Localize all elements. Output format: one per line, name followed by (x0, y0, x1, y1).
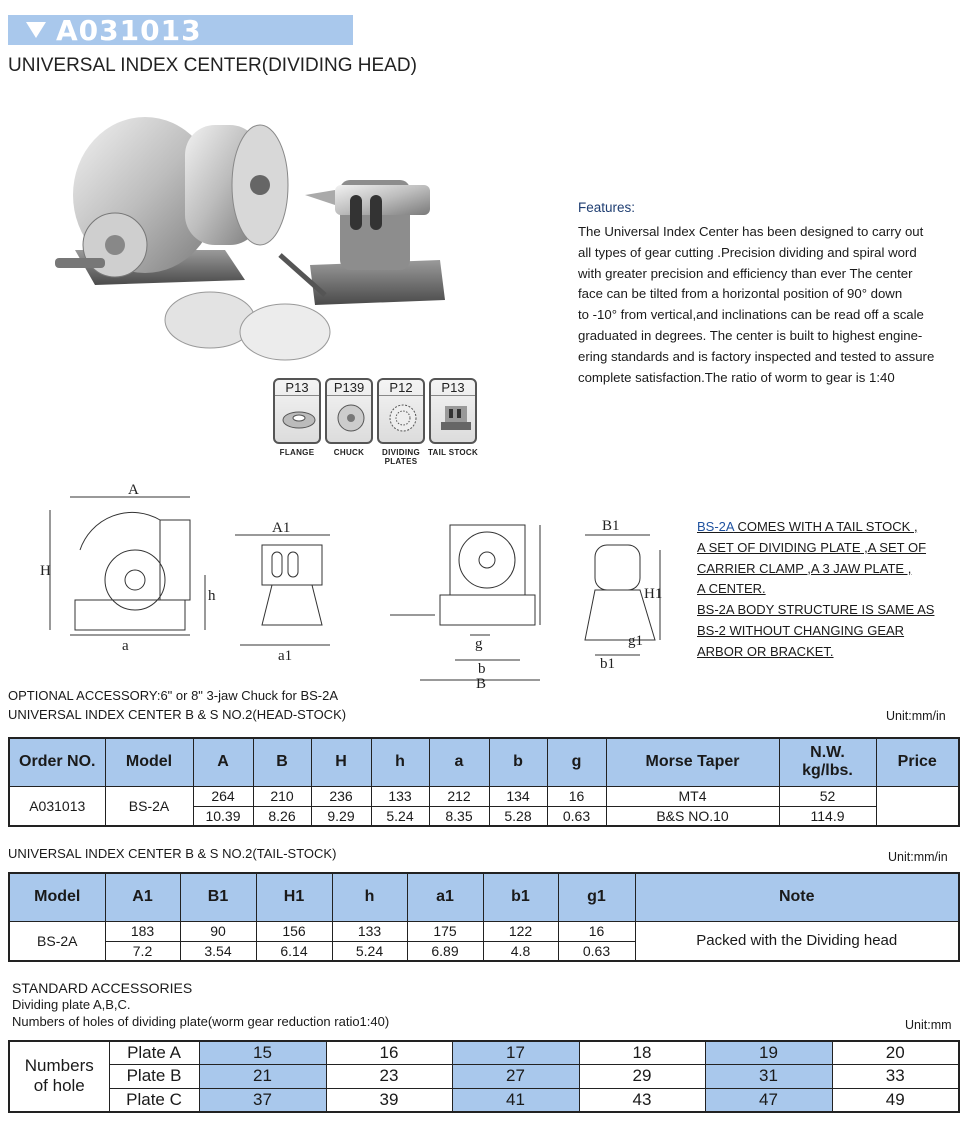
accessory-page: P13 (275, 380, 319, 396)
features-line: to -10° from vertical,and inclinations can be read off a scale (578, 307, 924, 323)
table-cell: 5.24 (371, 806, 429, 826)
col-h: h (332, 873, 407, 921)
accessory-label: FLANGE (279, 448, 315, 457)
dim-a1: a1 (278, 648, 293, 664)
plate-name: Plate A (109, 1041, 199, 1065)
table-cell: 7.2 (105, 941, 180, 961)
table-cell: 27 (452, 1065, 579, 1089)
col-H1: H1 (256, 873, 332, 921)
table-cell: 6.14 (256, 941, 332, 961)
table-cell: 29 (579, 1065, 705, 1089)
table-cell: 9.29 (311, 806, 371, 826)
table-cell: 39 (326, 1088, 452, 1112)
table-cell: 3.54 (180, 941, 256, 961)
product-title: UNIVERSAL INDEX CENTER(DIVIDING HEAD) (8, 55, 417, 76)
plate-name: Plate C (109, 1088, 199, 1112)
table-cell: 8.26 (253, 806, 311, 826)
table-cell: MT4 (606, 786, 779, 806)
tail-table-unit: Unit:mm/in (888, 850, 948, 864)
accessory-page: P139 (327, 380, 371, 396)
table-cell: 31 (705, 1065, 832, 1089)
dim-A: A (128, 482, 139, 498)
table-cell: 133 (332, 921, 407, 941)
table-cell: 16 (326, 1041, 452, 1065)
std-acc-line1: Dividing plate A,B,C. (12, 997, 131, 1012)
dividing-plate-table (8, 1040, 960, 1113)
flange-icon (281, 402, 317, 432)
table-cell: 49 (832, 1088, 959, 1112)
table-cell: 16 (558, 921, 635, 941)
table-cell: 33 (832, 1065, 959, 1089)
notes-line (697, 517, 934, 538)
table-cell: 0.63 (558, 941, 635, 961)
technical-drawing (40, 480, 680, 690)
notes-line: A CENTER. (697, 581, 766, 597)
features-line: with greater precision and efficiency than ever The center (578, 265, 913, 281)
head-stock-table (8, 737, 960, 827)
col-note: Note (635, 873, 959, 921)
tail-table-title: UNIVERSAL INDEX CENTER B & S NO.2(TAIL-STOCK) (8, 846, 337, 861)
notes-line: CARRIER CLAMP ,A 3 JAW PLATE , (697, 560, 912, 576)
notes-highlight: BS-2A (697, 519, 734, 534)
table-cell: 236 (311, 786, 371, 806)
tail-side-view (235, 520, 330, 664)
table-cell: 4.8 (483, 941, 558, 961)
notes-line: BS-2A BODY STRUCTURE IS SAME AS (697, 602, 935, 618)
plate-name: Plate B (109, 1065, 199, 1089)
col-b1: b1 (483, 873, 558, 921)
col-order-no: Order NO. (9, 738, 105, 786)
col-model: Model (9, 873, 105, 921)
price-cell (876, 786, 959, 826)
features-line: complete satisfaction.The ratio of worm to gear is 1:40 (578, 369, 895, 385)
head-table-title: UNIVERSAL INDEX CENTER B & S NO.2(HEAD-STOCK) (8, 707, 347, 722)
product-code-banner (8, 15, 353, 45)
dim-g: g (475, 636, 483, 652)
col-weight: N.W. kg/lbs. (779, 738, 876, 786)
table-cell: 16 (547, 786, 606, 806)
note-cell: Packed with the Dividing head (635, 921, 959, 961)
col-A: A (193, 738, 253, 786)
col-g1: g1 (558, 873, 635, 921)
col-b: b (489, 738, 547, 786)
notes-line: BS-2 WITHOUT CHANGING GEAR (697, 622, 905, 638)
col-g: g (547, 738, 606, 786)
head-table-unit: Unit:mm/in (886, 709, 946, 723)
dim-H: H (40, 563, 51, 579)
dim-H1: H1 (644, 586, 663, 602)
product-code: A031013 (56, 13, 202, 47)
dividing-plate-icon (385, 402, 421, 432)
table-cell: 18 (579, 1041, 705, 1065)
optional-accessory: OPTIONAL ACCESSORY:6" or 8" 3-jaw Chuck for BS-2A (8, 688, 339, 703)
table-cell: 210 (253, 786, 311, 806)
accessory-tail-stock[interactable] (427, 378, 479, 466)
accessory-label: TAIL STOCK (427, 448, 479, 457)
table-cell: B&S NO.10 (606, 806, 779, 826)
dim-B: B (476, 676, 487, 690)
table-cell: 122 (483, 921, 558, 941)
notes-line: ARBOR OR BRACKET. (697, 643, 834, 659)
table-cell: 37 (199, 1088, 326, 1112)
bs2a-notes (697, 517, 934, 663)
chuck-icon (333, 402, 369, 432)
col-model: Model (105, 738, 193, 786)
dim-b1: b1 (600, 656, 615, 672)
dim-h: h (208, 588, 216, 604)
std-acc-title: STANDARD ACCESSORIES (12, 980, 193, 996)
head-side-view (40, 482, 216, 654)
features-line: ering standards and is factory inspected and tested to assure (578, 348, 935, 364)
table-cell: 20 (832, 1041, 959, 1065)
model-cell: BS-2A (105, 786, 193, 826)
accessory-page: P13 (431, 380, 475, 396)
col-morse-taper: Morse Taper (606, 738, 779, 786)
table-cell: 8.35 (429, 806, 489, 826)
table-cell: 41 (452, 1088, 579, 1112)
model-cell: BS-2A (9, 921, 105, 961)
table-cell: 0.63 (547, 806, 606, 826)
std-acc-unit: Unit:mm (905, 1018, 952, 1032)
product-photo (45, 100, 465, 380)
tail-front-view (585, 518, 662, 672)
table-cell: 134 (489, 786, 547, 806)
table-cell: 10.39 (193, 806, 253, 826)
dim-b: b (478, 661, 486, 677)
table-cell: 264 (193, 786, 253, 806)
accessory-dividing-plates[interactable] (375, 378, 427, 466)
accessory-chuck[interactable] (323, 378, 375, 466)
col-H: H (311, 738, 371, 786)
table-cell: 21 (199, 1065, 326, 1089)
std-acc-line2: Numbers of holes of dividing plate(worm gear reduction ratio1:40) (12, 1014, 390, 1029)
accessory-label: DIVIDING PLATES (382, 448, 420, 466)
table-cell: 15 (199, 1041, 326, 1065)
table-cell: 183 (105, 921, 180, 941)
accessory-page: P12 (379, 380, 423, 396)
dim-a: a (122, 638, 129, 654)
table-cell: 133 (371, 786, 429, 806)
col-a1: a1 (407, 873, 483, 921)
table-cell: 212 (429, 786, 489, 806)
dim-A1: A1 (272, 520, 291, 536)
head-front-view (390, 525, 540, 690)
table-cell: 175 (407, 921, 483, 941)
table-cell: 156 (256, 921, 332, 941)
order-no-cell: A031013 (9, 786, 105, 826)
features-line: graduated in degrees. The center is built to highest engine- (578, 327, 923, 343)
table-cell: 17 (452, 1041, 579, 1065)
table-cell: 52 (779, 786, 876, 806)
table-cell: 47 (705, 1088, 832, 1112)
col-price: Price (876, 738, 959, 786)
notes-first-rest: COMES WITH A TAIL STOCK , (733, 519, 918, 534)
dim-g1: g1 (628, 633, 643, 649)
accessory-flange[interactable] (271, 378, 323, 466)
col-a: a (429, 738, 489, 786)
numbers-of-hole-header: Numbers of hole (9, 1041, 109, 1112)
table-cell: 114.9 (779, 806, 876, 826)
features-title: Features: (578, 200, 636, 215)
triangle-down-icon (26, 22, 46, 38)
table-cell: 5.24 (332, 941, 407, 961)
col-A1: A1 (105, 873, 180, 921)
features-block (578, 200, 958, 388)
col-h: h (371, 738, 429, 786)
tail-stock-icon (437, 402, 473, 432)
col-B: B (253, 738, 311, 786)
features-line: The Universal Index Center has been designed to carry out (578, 224, 924, 239)
table-cell: 43 (579, 1088, 705, 1112)
dim-B1: B1 (602, 518, 620, 534)
table-cell: 6.89 (407, 941, 483, 961)
features-line: face can be tilted from a horizontal position of 90° down (578, 286, 903, 302)
table-cell: 90 (180, 921, 256, 941)
accessory-label: CHUCK (333, 448, 365, 457)
table-cell: 19 (705, 1041, 832, 1065)
col-B1: B1 (180, 873, 256, 921)
features-line: all types of gear cutting .Precision dividing and spiral word (578, 244, 917, 260)
table-cell: 23 (326, 1065, 452, 1089)
table-cell: 5.28 (489, 806, 547, 826)
notes-line: A SET OF DIVIDING PLATE ,A SET OF (697, 539, 927, 555)
tail-stock-table (8, 872, 960, 962)
accessory-icons (271, 378, 479, 466)
